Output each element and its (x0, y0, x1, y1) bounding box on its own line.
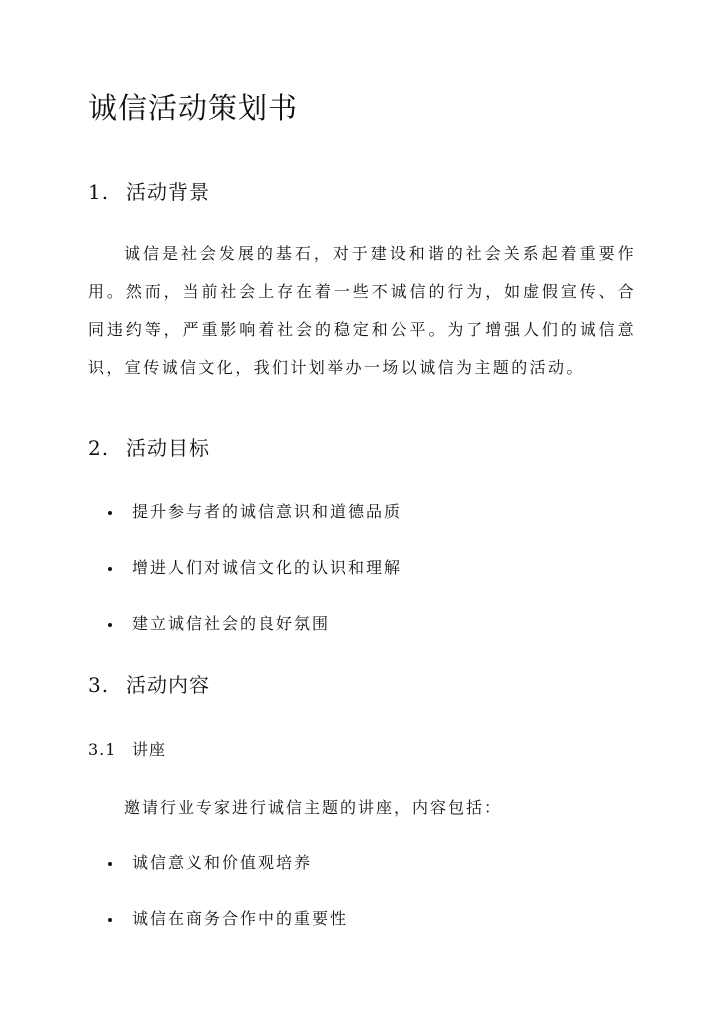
subsection-number: 3.1 (88, 740, 117, 759)
bullet-dot-icon (108, 862, 112, 866)
section-title: 活动目标 (126, 436, 210, 460)
subsection-heading (88, 737, 166, 760)
bullet-dot-icon (108, 567, 112, 571)
section-heading (88, 669, 210, 698)
subsection-title: 讲座 (132, 740, 167, 759)
list-item: 诚信在商务合作中的重要性 (132, 909, 349, 928)
section-title: 活动内容 (126, 673, 210, 697)
bullet-dot-icon (108, 918, 112, 922)
subsection-intro: 邀请行业专家进行诚信主题的讲座，内容包括： (124, 798, 503, 817)
section-heading (88, 176, 210, 205)
document-title: 诚信活动策划书 (88, 91, 299, 125)
section-number: 1. (88, 180, 110, 204)
list-item: 增进人们对诚信文化的认识和理解 (132, 558, 403, 577)
bullet-dot-icon (108, 511, 112, 515)
section-title: 活动背景 (126, 180, 210, 204)
bullet-dot-icon (108, 623, 112, 627)
section-paragraph: 诚信是社会发展的基石，对于建设和谐的社会关系起着重要作用。然而，当前社会上存在着一些不诚信的行为，如虚假宣传、合同违约等，严重影响着社会的稳定和公平。为了增强人们的诚信意识，宣传诚信文化，我们计划举办一场以诚信为主题的活动。 (88, 244, 636, 377)
section-heading (88, 432, 210, 461)
list-item: 建立诚信社会的良好氛围 (132, 614, 331, 633)
list-item: 诚信意义和价值观培养 (132, 853, 313, 872)
section-number: 3. (88, 673, 110, 697)
list-item: 提升参与者的诚信意识和道德品质 (132, 502, 403, 521)
section-number: 2. (88, 436, 110, 460)
